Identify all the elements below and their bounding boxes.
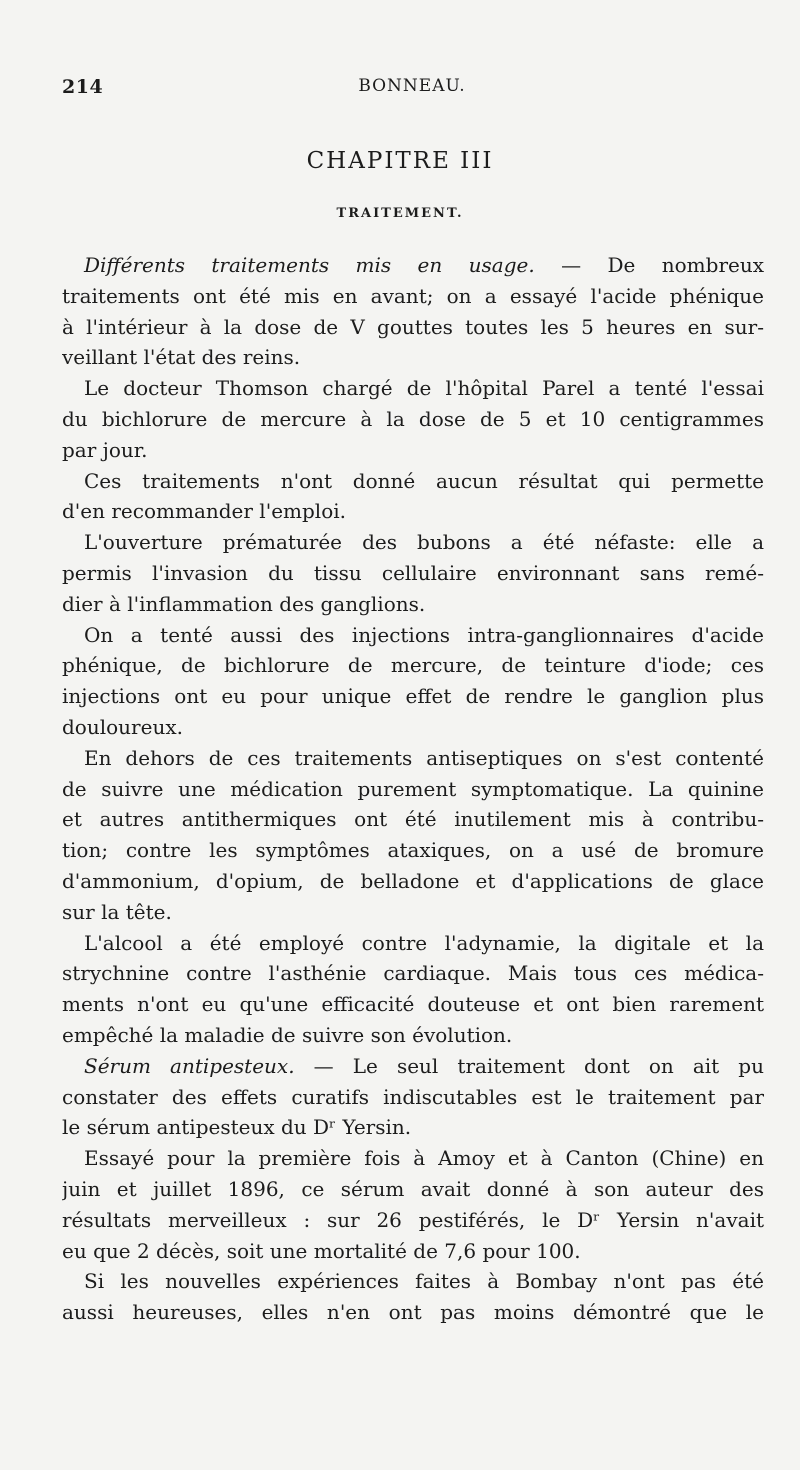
line-text: d'ammonium, d'opium, de belladone et d'applications de glace xyxy=(62,868,764,893)
text-line xyxy=(62,712,764,743)
line-text: veillant l'état des reins. xyxy=(62,345,301,370)
text-line xyxy=(62,1266,764,1297)
text-line xyxy=(62,835,764,866)
text-line xyxy=(62,620,764,651)
line-text: de suivre une médication purement symptomatique. La quinine xyxy=(62,776,764,801)
line-text: constater des effets curatifs indiscutables est le traitement par xyxy=(62,1084,764,1109)
text-line xyxy=(62,589,764,620)
text-line xyxy=(62,650,764,681)
line-text: juin et juillet 1896, ce sérum avait donné à son auteur des xyxy=(62,1176,764,1201)
text-line xyxy=(62,958,764,989)
text-line xyxy=(62,1205,764,1236)
text-line xyxy=(62,342,764,373)
line-text: L'alcool a été employé contre l'adynamie, la digitale et la xyxy=(84,930,764,955)
text-line xyxy=(62,527,764,558)
line-text: Si les nouvelles expériences faites à Bombay n'ont pas été xyxy=(84,1269,764,1294)
subheading: Différents traitements mis en usage. xyxy=(84,253,535,277)
line-text: ments n'ont eu qu'une efficacité douteuse et ont bien rarement xyxy=(62,992,764,1017)
line-text: permis l'invasion du tissu cellulaire environnant sans remé- xyxy=(62,560,764,585)
page-header xyxy=(62,76,762,104)
text-line xyxy=(62,989,764,1020)
text-line xyxy=(62,558,764,589)
line-text: et autres antithermiques ont été inutilement mis à contribu- xyxy=(62,807,764,832)
text-line xyxy=(62,1112,764,1143)
line-text: résultats merveilleux : sur 26 pestiférés, le Dʳ Yersin n'avait xyxy=(62,1207,764,1232)
line-text: sur la tête. xyxy=(62,899,172,924)
line-text: eu que 2 décès, soit une mortalité de 7,6 pour 100. xyxy=(62,1238,581,1263)
text-line xyxy=(62,435,764,466)
line-text: injections ont eu pour unique effet de rendre le ganglion plus xyxy=(62,684,764,709)
line-text: du bichlorure de mercure à la dose de 5 et 10 centigrammes xyxy=(62,406,764,431)
text-line xyxy=(62,1020,764,1051)
text-line xyxy=(62,373,764,404)
text-line xyxy=(62,281,764,312)
line-text: strychnine contre l'asthénie cardiaque. Mais tous ces médica- xyxy=(62,961,764,986)
text-line xyxy=(62,1236,764,1267)
running-head: BONNEAU. xyxy=(358,76,466,96)
line-text: le sérum antipesteux du Dʳ Yersin. xyxy=(62,1115,412,1140)
text-line xyxy=(62,312,764,343)
line-text: Essayé pour la première fois à Amoy et à Canton (Chine) en xyxy=(84,1146,764,1171)
line-text: L'ouverture prématurée des bubons a été néfaste: elle a xyxy=(84,530,764,555)
text-line xyxy=(62,743,764,774)
line-text: — De nombreux xyxy=(534,253,764,277)
text-line xyxy=(62,466,764,497)
text-line xyxy=(62,1297,764,1328)
line-text: Ces traitements n'ont donné aucun résultat qui permette xyxy=(84,468,764,493)
line-text: phénique, de bichlorure de mercure, de teinture d'iode; ces xyxy=(62,653,764,678)
text-line xyxy=(62,866,764,897)
body-text xyxy=(62,250,764,1328)
text-line xyxy=(62,1082,764,1113)
text-line xyxy=(62,681,764,712)
text-line xyxy=(62,928,764,959)
line-text: Le docteur Thomson chargé de l'hôpital Parel a tenté l'essai xyxy=(84,376,764,401)
line-text: On a tenté aussi des injections intra-ganglionnaires d'acide xyxy=(84,622,764,647)
text-line xyxy=(62,250,764,281)
text-line xyxy=(62,897,764,928)
line-text: douloureux. xyxy=(62,714,183,739)
section-title: TRAITEMENT. xyxy=(336,206,464,221)
text-line xyxy=(62,1174,764,1205)
line-text: tion; contre les symptômes ataxiques, on a usé de bromure xyxy=(62,838,764,863)
line-text: En dehors de ces traitements antiseptiques on s'est contenté xyxy=(84,745,764,770)
line-text: aussi heureuses, elles n'en ont pas moins démontré que le xyxy=(62,1300,764,1325)
text-line xyxy=(62,404,764,435)
line-text: — Le seul traitement dont on ait pu xyxy=(294,1053,764,1078)
text-line xyxy=(62,1143,764,1174)
text-line xyxy=(62,774,764,805)
text-line xyxy=(62,496,764,527)
line-text: par jour. xyxy=(62,437,148,462)
chapter-title: CHAPITRE III xyxy=(306,148,494,174)
text-line xyxy=(62,1051,764,1082)
page-number: 214 xyxy=(62,76,104,98)
line-text: d'en recommander l'emploi. xyxy=(62,499,346,524)
line-text: empêché la maladie de suivre son évolution. xyxy=(62,1022,513,1047)
line-text: dier à l'inflammation des ganglions. xyxy=(62,591,426,616)
text-line xyxy=(62,804,764,835)
line-text: traitements ont été mis en avant; on a essayé l'acide phénique xyxy=(62,283,764,308)
subheading: Sérum antipesteux. xyxy=(84,1053,295,1078)
line-text: à l'intérieur à la dose de V gouttes toutes les 5 heures en sur- xyxy=(62,314,764,339)
